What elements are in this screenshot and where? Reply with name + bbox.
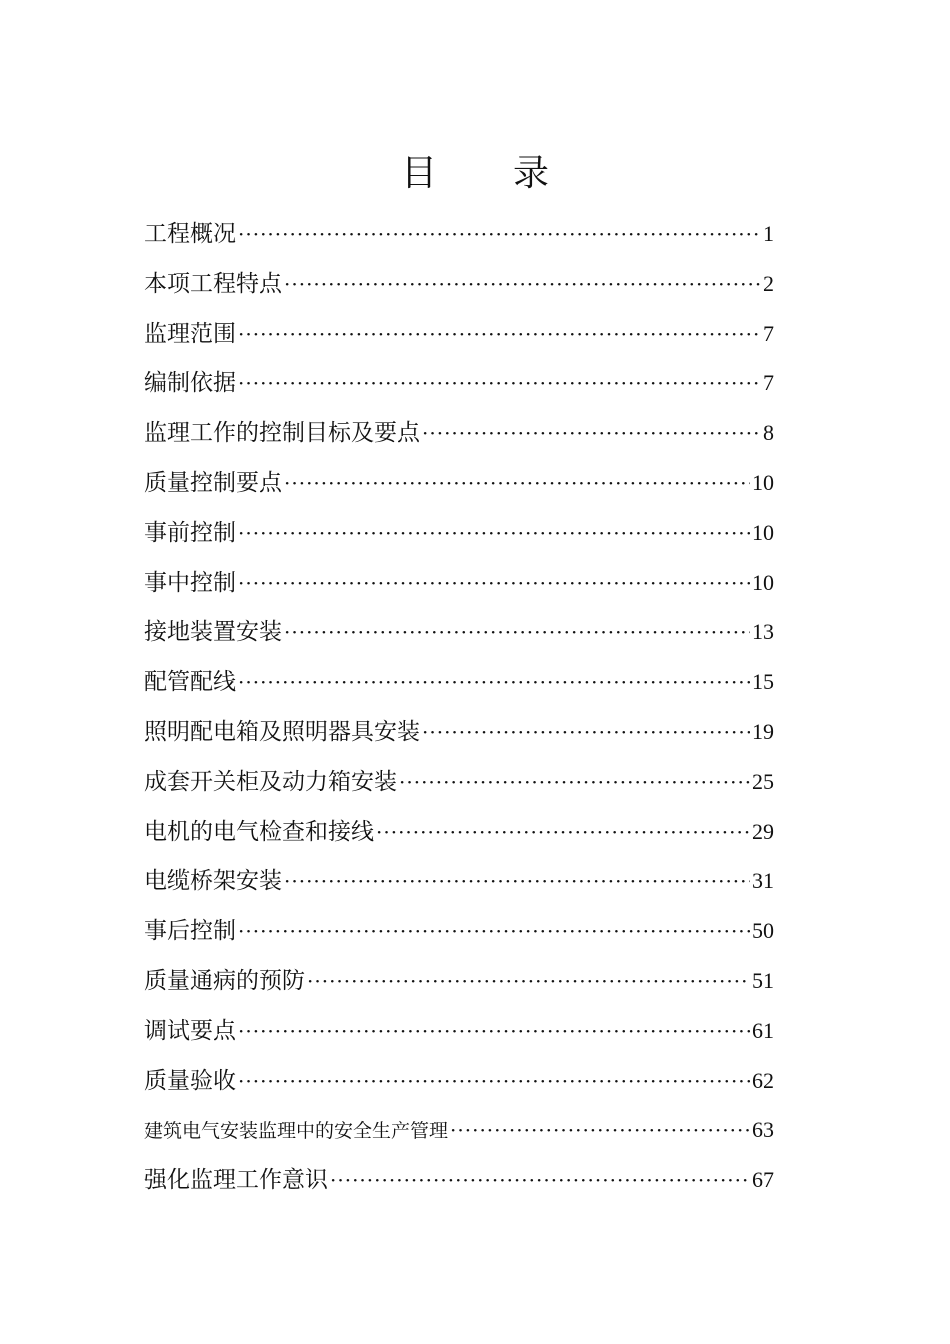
toc-entry-label: 监理工作的控制目标及要点	[144, 420, 420, 447]
toc-entry[interactable]	[144, 259, 774, 309]
toc-entry-label: 强化监理工作意识	[144, 1167, 328, 1194]
toc-entry-label: 接地装置安装	[144, 619, 282, 646]
toc-leader-dots	[238, 559, 750, 608]
toc-entry-label: 照明配电箱及照明器具安装	[144, 718, 420, 745]
toc-leader-dots	[284, 260, 760, 309]
toc-entry-label: 质量通病的预防	[144, 967, 305, 994]
toc-entry-label: 配管配线	[144, 669, 236, 696]
toc-entry-page-number: 25	[752, 768, 774, 794]
toc-entry-page-number: 29	[752, 818, 774, 844]
toc-leader-dots	[238, 359, 760, 408]
toc-entry[interactable]	[144, 408, 774, 458]
toc-entry[interactable]	[144, 1006, 774, 1056]
toc-leader-dots	[376, 808, 750, 857]
toc-entry[interactable]	[144, 458, 774, 508]
toc-entry-page-number: 31	[752, 868, 774, 894]
toc-leader-dots	[238, 907, 750, 956]
toc-entry-page-number: 19	[752, 718, 774, 744]
toc-entry-label: 事前控制	[144, 519, 236, 546]
toc-entry[interactable]	[144, 657, 774, 707]
toc-entry-label: 建筑电气安装监理中的安全生产管理	[144, 1120, 449, 1143]
toc-leader-dots	[399, 758, 750, 807]
toc-entry[interactable]	[144, 1105, 774, 1155]
toc-entry-label: 成套开关柜及动力箱安装	[144, 768, 397, 795]
toc-entry-page-number: 13	[752, 619, 774, 645]
toc-leader-dots	[422, 708, 750, 757]
toc-entry-label: 质量控制要点	[144, 469, 282, 496]
toc-entry-page-number: 67	[752, 1167, 774, 1193]
toc-entry-label: 工程概况	[144, 221, 236, 247]
toc-leader-dots	[422, 409, 760, 458]
toc-entry-page-number: 10	[752, 469, 774, 495]
toc-entry[interactable]	[144, 807, 774, 857]
toc-entry[interactable]	[144, 757, 774, 807]
toc-leader-dots	[238, 310, 760, 359]
toc-leader-dots	[330, 1156, 750, 1205]
toc-leader-dots	[238, 210, 760, 259]
toc-entry[interactable]	[144, 607, 774, 657]
toc-entry-label: 事中控制	[144, 569, 236, 596]
toc-entry-label: 监理范围	[144, 320, 236, 347]
toc-entry[interactable]	[144, 1056, 774, 1106]
toc-leader-dots	[238, 658, 750, 707]
toc-entry[interactable]	[144, 956, 774, 1006]
toc-entry-label: 编制依据	[144, 370, 236, 397]
toc-entry-label: 电缆桥架安装	[144, 868, 282, 895]
toc-entry-page-number: 15	[752, 669, 774, 695]
toc-entry-label: 本项工程特点	[144, 270, 282, 297]
toc-leader-dots	[284, 459, 750, 508]
toc-leader-dots	[307, 957, 750, 1006]
toc-entry-label: 电机的电气检查和接线	[144, 818, 374, 845]
toc-entry-label: 调试要点	[144, 1017, 236, 1044]
toc-entry-label: 质量验收	[144, 1067, 236, 1094]
toc-leader-dots	[284, 608, 750, 657]
toc-entry-page-number: 10	[752, 519, 774, 545]
toc-leader-dots	[238, 1007, 750, 1056]
toc-entry-page-number: 10	[752, 569, 774, 595]
toc-entry-page-number: 61	[752, 1017, 774, 1043]
toc-entry-page-number: 7	[763, 370, 774, 396]
toc-entry-page-number: 8	[763, 420, 774, 446]
toc-entry[interactable]	[144, 856, 774, 906]
toc-entry[interactable]	[144, 209, 774, 259]
toc-entry-page-number: 1	[763, 221, 774, 246]
toc-entry-page-number: 62	[752, 1067, 774, 1093]
toc-leader-dots	[238, 509, 750, 558]
toc-entry[interactable]	[144, 508, 774, 558]
toc-entry-page-number: 7	[763, 320, 774, 346]
toc-entry[interactable]	[144, 906, 774, 956]
toc-leader-dots	[450, 1106, 750, 1155]
toc-entry[interactable]	[144, 309, 774, 359]
toc-entry[interactable]	[144, 358, 774, 408]
toc-leader-dots	[238, 1057, 750, 1106]
toc-entry-page-number: 50	[752, 918, 774, 944]
toc-entry[interactable]	[144, 1155, 774, 1205]
toc-entry[interactable]	[144, 558, 774, 608]
toc-leader-dots	[284, 857, 750, 906]
toc-entry[interactable]	[144, 707, 774, 757]
page-title: 目录	[400, 153, 625, 194]
table-of-contents	[144, 209, 774, 1205]
toc-entry-label: 事后控制	[144, 918, 236, 945]
toc-entry-page-number: 2	[763, 270, 774, 296]
toc-entry-page-number: 51	[752, 967, 774, 993]
toc-entry-page-number: 63	[752, 1117, 774, 1143]
